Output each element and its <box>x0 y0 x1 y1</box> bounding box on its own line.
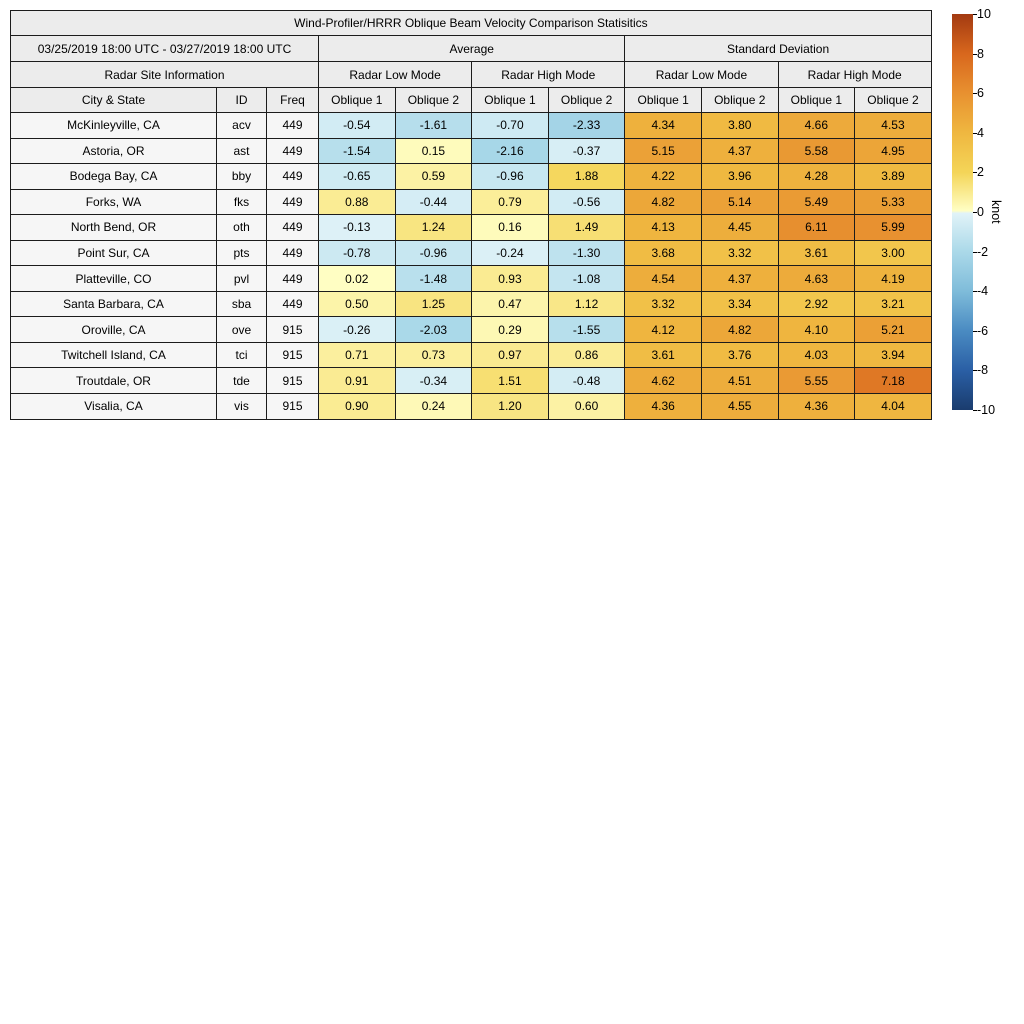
column-header-oblique2: Oblique 2 <box>395 88 472 113</box>
value-cell: -0.37 <box>548 138 625 164</box>
column-header-oblique2: Oblique 2 <box>855 88 932 113</box>
value-cell: 3.96 <box>701 164 778 190</box>
table-row <box>11 189 932 215</box>
value-cell: -0.65 <box>319 164 396 190</box>
colorbar-tick-label: -10 <box>977 403 996 417</box>
value-cell: 4.04 <box>855 394 932 420</box>
table-row <box>11 113 932 139</box>
colorbar-tick-mark <box>973 93 977 94</box>
value-cell: -2.33 <box>548 113 625 139</box>
value-cell: 3.21 <box>855 291 932 317</box>
value-cell: 0.59 <box>395 164 472 190</box>
colorbar-tick-label: -8 <box>977 363 989 378</box>
table-row <box>11 394 932 420</box>
value-cell: 0.86 <box>548 342 625 368</box>
column-header-oblique1: Oblique 1 <box>625 88 702 113</box>
value-cell: 3.32 <box>625 291 702 317</box>
value-cell: -0.48 <box>548 368 625 394</box>
group-header-standard-deviation: Standard Deviation <box>625 36 931 62</box>
value-cell: 5.21 <box>855 317 932 343</box>
table-row <box>11 291 932 317</box>
colorbar-tick-label: -4 <box>977 284 989 299</box>
value-cell: 3.34 <box>701 291 778 317</box>
value-cell: 1.20 <box>472 394 549 420</box>
value-cell: 3.00 <box>855 240 932 266</box>
value-cell: 4.53 <box>855 113 932 139</box>
value-cell: 0.91 <box>319 368 396 394</box>
table-row <box>11 317 932 343</box>
colorbar-tick-label: 6 <box>977 86 984 101</box>
statistics-table <box>10 10 932 420</box>
value-cell: 0.50 <box>319 291 396 317</box>
value-cell: -0.78 <box>319 240 396 266</box>
value-cell: 4.66 <box>778 113 855 139</box>
value-cell: -1.48 <box>395 266 472 292</box>
table-row <box>11 368 932 394</box>
colorbar-tick-label: -2 <box>977 244 989 259</box>
value-cell: -2.03 <box>395 317 472 343</box>
value-cell: 0.79 <box>472 189 549 215</box>
freq-cell: 449 <box>267 266 319 292</box>
value-cell: 0.29 <box>472 317 549 343</box>
colorbar-tick-mark <box>973 291 977 292</box>
value-cell: 0.24 <box>395 394 472 420</box>
value-cell: -0.34 <box>395 368 472 394</box>
id-cell: acv <box>217 113 267 139</box>
value-cell: 3.89 <box>855 164 932 190</box>
city-cell: Twitchell Island, CA <box>11 342 217 368</box>
id-cell: sba <box>217 291 267 317</box>
value-cell: 4.28 <box>778 164 855 190</box>
city-cell: Santa Barbara, CA <box>11 291 217 317</box>
mode-header-std-high: Radar High Mode <box>778 62 931 88</box>
id-cell: vis <box>217 394 267 420</box>
colorbar-tick-label: 10 <box>977 7 991 21</box>
value-cell: 7.18 <box>855 368 932 394</box>
value-cell: 4.62 <box>625 368 702 394</box>
column-header-oblique1: Oblique 1 <box>472 88 549 113</box>
freq-cell: 915 <box>267 368 319 394</box>
colorbar-tick-mark <box>973 331 977 332</box>
value-cell: 4.36 <box>778 394 855 420</box>
city-cell: Platteville, CO <box>11 266 217 292</box>
value-cell: 5.14 <box>701 189 778 215</box>
value-cell: -0.54 <box>319 113 396 139</box>
site-info-header: Radar Site Information <box>11 62 319 88</box>
column-header-city-state: City & State <box>11 88 217 113</box>
table-row <box>11 342 932 368</box>
id-cell: fks <box>217 189 267 215</box>
value-cell: 4.82 <box>625 189 702 215</box>
value-cell: 0.02 <box>319 266 396 292</box>
value-cell: 2.92 <box>778 291 855 317</box>
column-header-freq: Freq <box>267 88 319 113</box>
freq-cell: 449 <box>267 215 319 241</box>
city-cell: Bodega Bay, CA <box>11 164 217 190</box>
value-cell: 4.12 <box>625 317 702 343</box>
column-header-oblique2: Oblique 2 <box>548 88 625 113</box>
value-cell: -1.61 <box>395 113 472 139</box>
value-cell: 4.82 <box>701 317 778 343</box>
table-row <box>11 215 932 241</box>
value-cell: 5.15 <box>625 138 702 164</box>
value-cell: 4.22 <box>625 164 702 190</box>
value-cell: 0.60 <box>548 394 625 420</box>
city-cell: McKinleyville, CA <box>11 113 217 139</box>
city-cell: Astoria, OR <box>11 138 217 164</box>
colorbar <box>952 14 973 410</box>
value-cell: -1.54 <box>319 138 396 164</box>
group-header-average: Average <box>319 36 625 62</box>
column-header-oblique2: Oblique 2 <box>701 88 778 113</box>
value-cell: 0.90 <box>319 394 396 420</box>
value-cell: 5.33 <box>855 189 932 215</box>
value-cell: 0.97 <box>472 342 549 368</box>
freq-cell: 915 <box>267 394 319 420</box>
value-cell: 1.25 <box>395 291 472 317</box>
id-cell: tci <box>217 342 267 368</box>
table-row <box>11 266 932 292</box>
column-header-id: ID <box>217 88 267 113</box>
colorbar-tick-label: 4 <box>977 125 984 140</box>
city-cell: Forks, WA <box>11 189 217 215</box>
value-cell: 4.03 <box>778 342 855 368</box>
value-cell: 3.94 <box>855 342 932 368</box>
id-cell: oth <box>217 215 267 241</box>
value-cell: -0.26 <box>319 317 396 343</box>
value-cell: 4.37 <box>701 266 778 292</box>
value-cell: 0.88 <box>319 189 396 215</box>
city-cell: North Bend, OR <box>11 215 217 241</box>
value-cell: -1.30 <box>548 240 625 266</box>
value-cell: 0.73 <box>395 342 472 368</box>
id-cell: ove <box>217 317 267 343</box>
mode-header-std-low: Radar Low Mode <box>625 62 778 88</box>
value-cell: 4.37 <box>701 138 778 164</box>
colorbar-tick-mark <box>973 54 977 55</box>
value-cell: 1.12 <box>548 291 625 317</box>
value-cell: -0.96 <box>472 164 549 190</box>
value-cell: 4.51 <box>701 368 778 394</box>
column-header-oblique1: Oblique 1 <box>319 88 396 113</box>
colorbar-tick-mark <box>973 370 977 371</box>
value-cell: -0.96 <box>395 240 472 266</box>
id-cell: tde <box>217 368 267 394</box>
colorbar-unit-label: knot <box>989 200 1003 224</box>
city-cell: Oroville, CA <box>11 317 217 343</box>
value-cell: 0.47 <box>472 291 549 317</box>
freq-cell: 449 <box>267 189 319 215</box>
colorbar-tick-mark <box>973 133 977 134</box>
value-cell: 4.36 <box>625 394 702 420</box>
freq-cell: 915 <box>267 317 319 343</box>
value-cell: 4.34 <box>625 113 702 139</box>
value-cell: 0.16 <box>472 215 549 241</box>
value-cell: 4.19 <box>855 266 932 292</box>
value-cell: 1.24 <box>395 215 472 241</box>
value-cell: 3.80 <box>701 113 778 139</box>
value-cell: -0.13 <box>319 215 396 241</box>
value-cell: 4.13 <box>625 215 702 241</box>
mode-header-avg-low: Radar Low Mode <box>319 62 472 88</box>
city-cell: Point Sur, CA <box>11 240 217 266</box>
column-header-oblique1: Oblique 1 <box>778 88 855 113</box>
id-cell: pvl <box>217 266 267 292</box>
colorbar-tick-label: 2 <box>977 165 984 180</box>
colorbar-tick-mark <box>973 252 977 253</box>
id-cell: bby <box>217 164 267 190</box>
colorbar-tick-mark <box>973 212 977 213</box>
value-cell: 0.71 <box>319 342 396 368</box>
freq-cell: 449 <box>267 291 319 317</box>
table-row <box>11 164 932 190</box>
table-title: Wind-Profiler/HRRR Oblique Beam Velocity Comparison Statisitics <box>11 11 932 36</box>
value-cell: 4.95 <box>855 138 932 164</box>
value-cell: 4.63 <box>778 266 855 292</box>
value-cell: 5.55 <box>778 368 855 394</box>
city-cell: Troutdale, OR <box>11 368 217 394</box>
colorbar-tick-label: 8 <box>977 46 984 61</box>
colorbar-tick-label: 0 <box>977 205 984 219</box>
value-cell: 0.93 <box>472 266 549 292</box>
id-cell: ast <box>217 138 267 164</box>
value-cell: 4.10 <box>778 317 855 343</box>
colorbar-tick-label: -6 <box>977 323 989 338</box>
city-cell: Visalia, CA <box>11 394 217 420</box>
table-row <box>11 138 932 164</box>
table-row <box>11 240 932 266</box>
value-cell: 5.49 <box>778 189 855 215</box>
mode-header-avg-high: Radar High Mode <box>472 62 625 88</box>
freq-cell: 449 <box>267 138 319 164</box>
value-cell: 3.61 <box>625 342 702 368</box>
value-cell: 3.76 <box>701 342 778 368</box>
value-cell: -1.55 <box>548 317 625 343</box>
freq-cell: 915 <box>267 342 319 368</box>
colorbar-tick-mark <box>973 410 977 411</box>
value-cell: -0.70 <box>472 113 549 139</box>
value-cell: -2.16 <box>472 138 549 164</box>
value-cell: 1.88 <box>548 164 625 190</box>
value-cell: 3.68 <box>625 240 702 266</box>
colorbar-tick-mark <box>973 14 977 15</box>
id-cell: pts <box>217 240 267 266</box>
freq-cell: 449 <box>267 164 319 190</box>
freq-cell: 449 <box>267 113 319 139</box>
date-range: 03/25/2019 18:00 UTC - 03/27/2019 18:00 UTC <box>11 36 319 62</box>
value-cell: 3.32 <box>701 240 778 266</box>
value-cell: 5.58 <box>778 138 855 164</box>
value-cell: 4.55 <box>701 394 778 420</box>
freq-cell: 449 <box>267 240 319 266</box>
value-cell: 5.99 <box>855 215 932 241</box>
value-cell: 1.51 <box>472 368 549 394</box>
value-cell: -0.24 <box>472 240 549 266</box>
value-cell: 0.15 <box>395 138 472 164</box>
value-cell: 4.45 <box>701 215 778 241</box>
value-cell: 3.61 <box>778 240 855 266</box>
value-cell: 1.49 <box>548 215 625 241</box>
colorbar-tick-mark <box>973 172 977 173</box>
value-cell: 6.11 <box>778 215 855 241</box>
value-cell: -0.44 <box>395 189 472 215</box>
value-cell: -0.56 <box>548 189 625 215</box>
value-cell: -1.08 <box>548 266 625 292</box>
value-cell: 4.54 <box>625 266 702 292</box>
